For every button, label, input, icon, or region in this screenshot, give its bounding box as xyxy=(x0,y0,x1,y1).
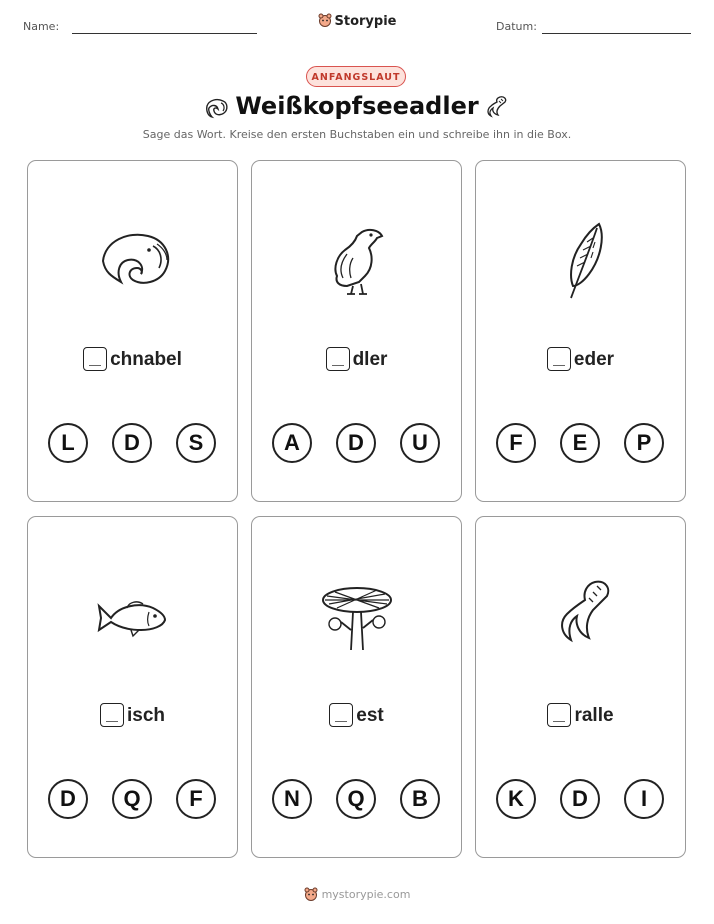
eagle-icon xyxy=(307,216,407,306)
claw-icon xyxy=(531,572,631,662)
word-rest: eder xyxy=(573,349,615,370)
storypie-logo-icon xyxy=(304,887,318,901)
letter-option[interactable]: U xyxy=(400,423,440,463)
letter-option[interactable]: S xyxy=(176,423,216,463)
brand xyxy=(0,13,714,29)
letter-option[interactable]: L xyxy=(48,423,88,463)
word-prompt xyxy=(476,703,685,727)
beak-icon xyxy=(83,216,183,306)
word-rest: dler xyxy=(352,349,388,370)
nest-icon xyxy=(307,572,407,662)
word-card xyxy=(251,160,462,502)
word-rest: est xyxy=(356,705,384,726)
word-card xyxy=(475,516,686,858)
letter-option[interactable]: E xyxy=(560,423,600,463)
letter-option[interactable]: Q xyxy=(112,779,152,819)
letter-option[interactable]: F xyxy=(496,423,536,463)
page-title: Weißkopfseeadler xyxy=(235,92,479,120)
name-label: Name: xyxy=(23,20,60,33)
claw-icon xyxy=(482,94,510,122)
category-badge: ANFANGSLAUT xyxy=(306,66,406,87)
letter-input-box[interactable] xyxy=(547,703,571,727)
letter-option[interactable]: D xyxy=(48,779,88,819)
letter-input-box[interactable] xyxy=(83,347,107,371)
letter-option[interactable]: B xyxy=(400,779,440,819)
name-line[interactable] xyxy=(72,33,257,34)
letter-option[interactable]: D xyxy=(560,779,600,819)
letter-option[interactable]: Q xyxy=(336,779,376,819)
letter-option[interactable]: F xyxy=(176,779,216,819)
word-rest: isch xyxy=(126,705,166,726)
fish-icon xyxy=(83,572,183,662)
letter-input-box[interactable] xyxy=(326,347,350,371)
storypie-logo-icon xyxy=(318,13,332,27)
letter-input-box[interactable] xyxy=(329,703,353,727)
word-prompt xyxy=(252,703,461,727)
word-card xyxy=(475,160,686,502)
letter-input-box[interactable] xyxy=(547,347,571,371)
word-rest: ralle xyxy=(574,705,614,726)
feather-icon xyxy=(531,216,631,306)
footer xyxy=(0,887,714,901)
instructions: Sage das Wort. Kreise den ersten Buchstaben ein und schreibe ihn in die Box. xyxy=(142,128,572,141)
word-card xyxy=(27,516,238,858)
letter-option[interactable]: K xyxy=(496,779,536,819)
letter-option[interactable]: I xyxy=(624,779,664,819)
word-card xyxy=(251,516,462,858)
brand-name: Storypie xyxy=(334,14,397,29)
letter-option[interactable]: P xyxy=(624,423,664,463)
letter-option[interactable]: A xyxy=(272,423,312,463)
word-prompt xyxy=(252,347,461,371)
date-line[interactable] xyxy=(542,33,691,34)
letter-input-box[interactable] xyxy=(100,703,124,727)
letter-option[interactable]: D xyxy=(336,423,376,463)
footer-url[interactable]: mystorypie.com xyxy=(321,888,411,901)
word-prompt xyxy=(28,347,237,371)
word-prompt xyxy=(476,347,685,371)
letter-option[interactable]: D xyxy=(112,423,152,463)
letter-option[interactable]: N xyxy=(272,779,312,819)
date-label: Datum: xyxy=(496,20,537,33)
word-card xyxy=(27,160,238,502)
word-rest: chnabel xyxy=(110,349,182,370)
word-prompt xyxy=(28,703,237,727)
